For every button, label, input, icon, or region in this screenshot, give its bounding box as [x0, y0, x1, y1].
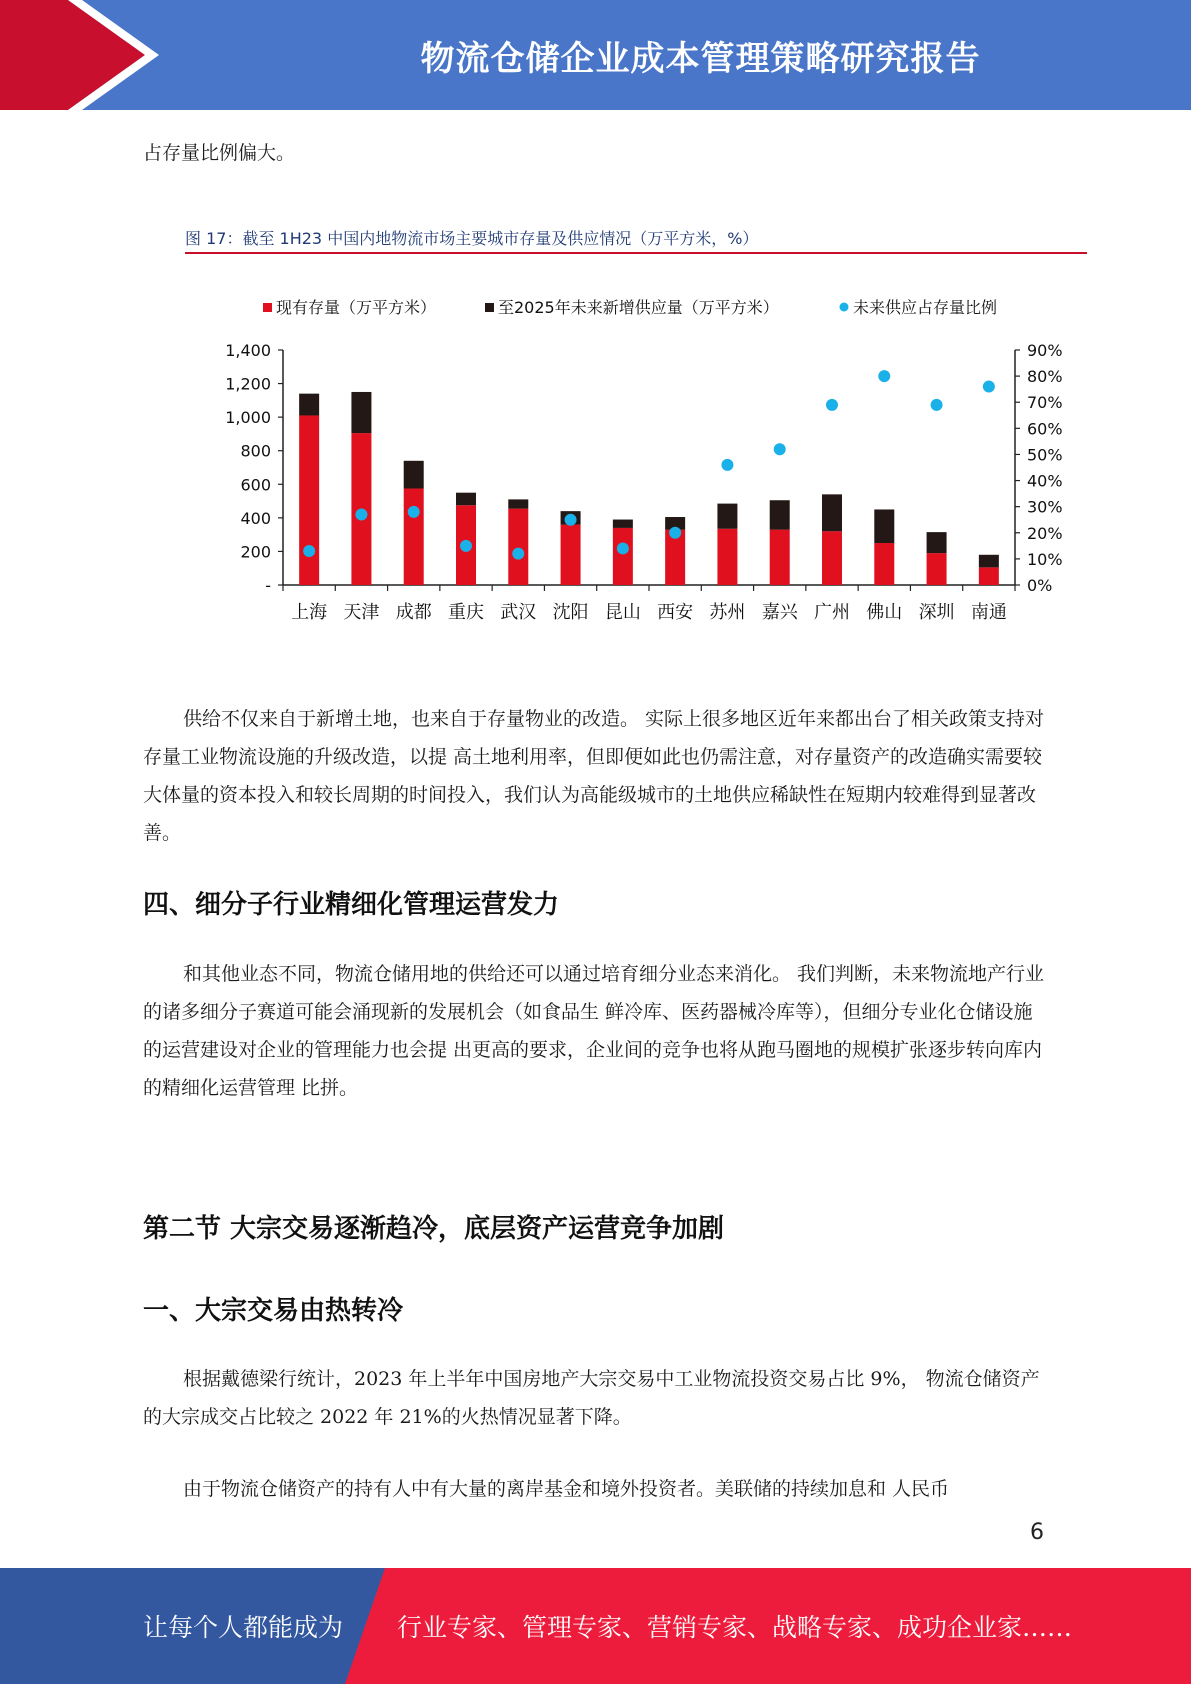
y-left-tick-label: 200 [240, 542, 271, 562]
ratio-point [408, 506, 420, 518]
y-left-tick-label: 1,400 [225, 341, 271, 360]
intro-text: 占存量比例偏大。 [143, 142, 296, 164]
category-label: 西安 [657, 602, 694, 623]
category-label: 成都 [395, 602, 432, 623]
y-left-tick-label: 1,000 [225, 408, 271, 428]
bar-supply [717, 504, 737, 529]
y-left-tick-label: 400 [240, 508, 271, 528]
category-label: 昆山 [604, 602, 641, 623]
category-label: 重庆 [448, 602, 484, 623]
bar-stock [717, 529, 737, 585]
footer-slogan-right: 行业专家、管理专家、营销专家、战略专家、成功企业家…… [397, 1613, 1073, 1642]
y-right-tick-label: 50% [1027, 445, 1063, 465]
bar-supply [508, 499, 528, 508]
ratio-point [721, 459, 733, 471]
bar-supply [456, 493, 476, 506]
bar-stock [874, 543, 894, 585]
chapter-heading-2: 第二节 大宗交易逐渐趋冷，底层资产运营竞争加剧 [143, 1214, 725, 1244]
paragraph-investors: 由于物流仓储资产的持有人中有大量的离岸基金和境外投资者。美联储的持续加息和 人民币 [183, 1478, 950, 1500]
stock-supply-chart [190, 280, 1090, 640]
bar-supply [979, 555, 999, 568]
page-footer [0, 1568, 1191, 1684]
report-title: 物流仓储企业成本管理策略研究报告 [420, 38, 981, 79]
legend-marker-2 [840, 303, 849, 312]
page-number: 6 [1030, 1520, 1044, 1545]
figure-title: 图 17：截至 1H23 中国内地物流市场主要城市存量及供应情况（万平方米，%） [185, 226, 1087, 254]
bar-supply [299, 394, 319, 416]
paragraph-supply: 供给不仅来自于新增土地，也来自于存量物业的改造。 实际上很多地区近年来都出台了相关政策支持对存量工业物流设施的升级改造，以提 高土地利用率，但即便如此也仍需注意，对存量资产的改造确实需要较大体量的资本投入和较长周期的时间投入，我们认为高能级城市的土地供应稀缺性在短期内较难得到显著改 善。 [143, 708, 1045, 844]
category-label: 南通 [970, 602, 1007, 623]
ratio-point [617, 542, 629, 554]
bar-stock [508, 509, 528, 585]
bar-supply [351, 392, 371, 433]
bar-supply [613, 520, 633, 528]
footer-slogan-left: 让每个人都能成为 [143, 1613, 344, 1642]
legend-label-2: 未来供应占存量比例 [853, 298, 998, 317]
bar-supply [927, 532, 947, 553]
bar-supply [822, 494, 842, 531]
paragraph-transactions: 根据戴德梁行统计，2023 年上半年中国房地产大宗交易中工业物流投资交易占比 9%， 物流仓储资产的大宗成交占比较之 2022 年 21%的火热情况显著下降。 [143, 1368, 1040, 1428]
header-chevron-graphic [0, 0, 240, 110]
category-label: 苏州 [709, 602, 746, 623]
category-label: 上海 [291, 602, 328, 623]
header-red-chevron [0, 0, 145, 110]
y-left-tick-label: 1,200 [225, 374, 271, 394]
ratio-point [931, 399, 943, 411]
bar-supply [770, 500, 790, 529]
y-right-tick-label: 0% [1027, 576, 1053, 595]
category-label: 嘉兴 [761, 602, 798, 623]
ratio-point [878, 370, 890, 382]
bar-stock [613, 528, 633, 585]
page-header [0, 0, 1191, 110]
section-heading-1: 一、大宗交易由热转冷 [143, 1296, 404, 1326]
y-right-tick-label: 40% [1027, 471, 1063, 491]
y-right-tick-label: 80% [1027, 367, 1063, 387]
bar-stock [770, 530, 790, 585]
y-right-tick-label: 70% [1027, 393, 1063, 413]
category-label: 武汉 [500, 602, 537, 623]
bar-supply [874, 509, 894, 543]
ratio-point [460, 540, 472, 552]
ratio-point [774, 443, 786, 455]
y-right-tick-label: 60% [1027, 419, 1063, 439]
ratio-point [669, 527, 681, 539]
bar-stock [561, 525, 581, 585]
category-label: 深圳 [918, 602, 955, 623]
category-label: 天津 [343, 602, 380, 623]
category-label: 沈阳 [552, 602, 589, 623]
bar-stock [822, 531, 842, 585]
bar-supply [404, 461, 424, 489]
y-left-tick-label: - [265, 576, 271, 595]
bar-stock [299, 415, 319, 585]
ratio-point [303, 545, 315, 557]
y-right-tick-label: 10% [1027, 549, 1063, 569]
ratio-point [512, 548, 524, 560]
y-right-tick-label: 30% [1027, 497, 1063, 517]
y-right-tick-label: 90% [1027, 341, 1063, 360]
bar-stock [404, 488, 424, 585]
legend-label-0: 现有存量（万平方米） [276, 298, 437, 317]
legend-marker-0 [263, 303, 272, 312]
ratio-point [565, 514, 577, 526]
y-left-tick-label: 600 [240, 475, 271, 495]
category-label: 佛山 [866, 602, 903, 623]
paragraph-niche: 和其他业态不同，物流仓储用地的供给还可以通过培育细分业态来消化。 我们判断，未来物流地产行业的诸多细分子赛道可能会涌现新的发展机会（如食品生 鲜冷库、医药器械冷库等），但细分专业化仓储设施的运营建设对企业的管理能力也会提 出更高的要求，企业间的竞争也将从跑马圈地的规模扩张逐步转向库内的精细化运营管理 比拼。 [143, 963, 1045, 1099]
section-heading-4: 四、细分子行业精细化管理运营发力 [143, 890, 560, 920]
legend-label-1: 至2025年未来新增供应量（万平方米） [498, 298, 779, 317]
ratio-point [355, 509, 367, 521]
category-label: 广州 [814, 602, 850, 623]
bar-stock [927, 553, 947, 585]
ratio-point [826, 399, 838, 411]
y-right-tick-label: 20% [1027, 523, 1063, 543]
y-left-tick-label: 800 [240, 441, 271, 461]
bar-stock [979, 567, 999, 585]
ratio-point [983, 381, 995, 393]
legend-marker-1 [485, 303, 494, 312]
